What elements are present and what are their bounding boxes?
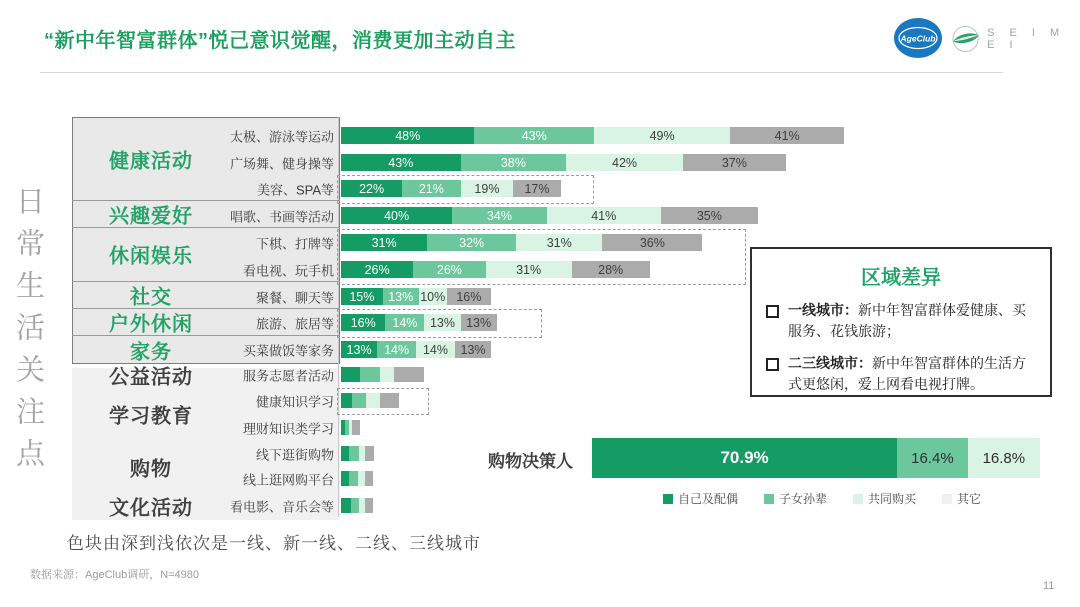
decision-segment: 70.9% [592, 438, 897, 478]
bar-segment-labeled: 32% [427, 234, 516, 251]
region-item-lead: 二三线城市： [788, 355, 872, 371]
bar-segment-labeled: 14% [416, 341, 455, 358]
highlight-dashed-box [337, 309, 542, 338]
activity-label: 线下逛街购物 [255, 447, 334, 462]
legend-item [663, 490, 738, 507]
region-difference-box [750, 247, 1052, 397]
bar-segment-labeled: 26% [413, 261, 485, 278]
activity-label: 太极、游泳等运动 [229, 129, 334, 144]
bar-segment [351, 498, 359, 513]
activity-label: 买菜做饭等家务 [242, 343, 334, 358]
bar-segment-labeled: 31% [341, 234, 427, 251]
bar-segment-labeled: 21% [402, 180, 460, 197]
legend-label: 其它 [957, 492, 982, 506]
bar-segment-labeled: 10% [420, 289, 446, 304]
category-label: 休闲娱乐 [109, 245, 193, 268]
bar-segment-labeled: 31% [516, 234, 602, 251]
bar-segment-labeled: 35% [661, 207, 758, 224]
bar-segment [341, 498, 351, 513]
category-label: 社交 [130, 286, 172, 308]
decision-segment: 16.4% [897, 438, 968, 478]
decision-legend [592, 490, 1052, 507]
legend-swatch-icon [853, 494, 863, 504]
region-item-lead: 一线城市： [788, 302, 858, 318]
bar-segment-labeled: 43% [474, 127, 594, 144]
region-item-body: 新中年智富群体的生活方式更悠闲，爱上网看电视打牌。 [788, 355, 1026, 392]
category-label: 健康活动 [109, 150, 193, 172]
page-number: 11 [1043, 580, 1055, 592]
page-title: “新中年智富群体”悦己意识觉醒，消费更加主动自主 [44, 30, 516, 52]
square-bullet-icon [766, 358, 779, 371]
bar-segment-labeled: 38% [461, 154, 567, 171]
legend-label: 自己及配偶 [677, 492, 738, 506]
bar-segment [380, 367, 394, 382]
bar-segment [365, 471, 373, 486]
legend-label: 子女孙辈 [778, 492, 827, 506]
bar-segment [341, 446, 349, 461]
bar-segment-labeled: 31% [486, 261, 572, 278]
bar-segment-labeled: 13% [424, 314, 460, 331]
highlight-dashed-box [337, 388, 429, 415]
highlight-dashed-box [337, 175, 594, 204]
activity-label: 唱歌、书画等活动 [229, 209, 334, 224]
bar-segment-labeled: 16% [341, 314, 385, 331]
region-item-tier23 [766, 353, 1036, 395]
seimei-logo-text: S E I M E I [987, 27, 1066, 51]
bar-segment [394, 367, 425, 382]
svg-text:AgeClub: AgeClub [900, 33, 936, 44]
bar-segment [365, 446, 375, 461]
bar-segment-labeled: 22% [341, 180, 402, 197]
activity-label: 广场舞、健身操等 [229, 156, 334, 171]
bar-segment-labeled: 28% [572, 261, 650, 278]
category-label: 文化活动 [109, 497, 193, 520]
legend-swatch-icon [663, 494, 673, 504]
bar-segment [341, 471, 349, 486]
category-label: 家务 [130, 341, 172, 363]
activity-label: 服务志愿者活动 [242, 368, 334, 383]
decision-bar [592, 438, 1040, 478]
bar-segment [341, 367, 360, 382]
bar-segment [360, 367, 379, 382]
bar-segment-labeled: 43% [341, 154, 461, 171]
region-item-text [788, 300, 1036, 342]
bar-segment [349, 446, 359, 461]
bar-segment-labeled: 15% [341, 288, 383, 305]
region-item-body: 新中年智富群体爱健康、买服务、花钱旅游； [788, 302, 1026, 339]
bar-segment-labeled: 40% [341, 207, 452, 224]
bar-segment-labeled: 19% [461, 180, 514, 197]
category-label: 公益活动 [109, 366, 193, 389]
category-label: 户外休闲 [109, 313, 193, 335]
bar-segment-labeled: 14% [385, 314, 424, 331]
legend-item [942, 490, 981, 507]
region-item-tier1 [766, 300, 1036, 342]
bar-segment-labeled: 13% [383, 288, 419, 305]
decision-segment: 16.8% [968, 438, 1040, 478]
region-item-text [788, 353, 1036, 395]
activity-label: 下棋、打牌等 [255, 236, 334, 251]
decision-chart-label: 购物决策人 [488, 452, 573, 471]
legend-swatch-icon [942, 494, 952, 504]
region-box-title: 区域差异 [861, 267, 941, 289]
bar-segment-labeled: 16% [447, 288, 491, 305]
bar-segment-labeled: 13% [461, 314, 497, 331]
activity-label: 旅游、旅居等 [255, 316, 334, 331]
bar-segment-labeled: 14% [377, 341, 416, 358]
bar-segment-labeled: 49% [594, 127, 730, 144]
activity-label: 美容、SPA等 [256, 182, 334, 197]
bar-segment-labeled: 48% [341, 127, 474, 144]
activity-label: 看电视、玩手机 [242, 263, 334, 278]
legend-swatch-icon [764, 494, 774, 504]
highlight-dashed-box [337, 229, 746, 285]
color-scale-footnote: 色块由深到浅依次是一线、新一线、二线、三线城市 [67, 534, 481, 553]
vertical-axis-label: 日常生活关注点 [12, 186, 44, 480]
bar-segment-labeled: 13% [455, 341, 491, 358]
bar-segment-labeled: 41% [547, 207, 661, 224]
square-bullet-icon [766, 305, 779, 318]
bar-segment [358, 471, 365, 486]
bar-segment-labeled: 34% [452, 207, 547, 224]
bar-segment [352, 420, 360, 435]
bar-segment-labeled: 41% [730, 127, 844, 144]
activity-label: 理财知识类学习 [242, 421, 334, 436]
data-source: 数据来源：AgeClub调研，N=4980 [30, 569, 200, 581]
bar-segment-labeled: 42% [566, 154, 683, 171]
bar-segment-labeled: 26% [341, 261, 413, 278]
legend-label: 共同购买 [868, 492, 917, 506]
category-label: 购物 [130, 458, 172, 481]
category-label: 兴趣爱好 [109, 205, 193, 227]
bar-segment [349, 471, 357, 486]
category-label: 学习教育 [109, 405, 193, 428]
legend-item [853, 490, 916, 507]
bar-segment-labeled: 37% [683, 154, 786, 171]
bar-segment-labeled: 36% [602, 234, 702, 251]
activity-label: 看电影、音乐会等 [229, 499, 334, 514]
bar-segment-labeled: 17% [513, 180, 560, 197]
activity-label: 聚餐、聊天等 [255, 290, 334, 305]
legend-item [764, 490, 827, 507]
bar-segment-labeled: 13% [341, 341, 377, 358]
bar-segment [365, 498, 373, 513]
activity-label: 健康知识学习 [255, 394, 334, 409]
activity-label: 线上逛网购平台 [242, 472, 334, 487]
